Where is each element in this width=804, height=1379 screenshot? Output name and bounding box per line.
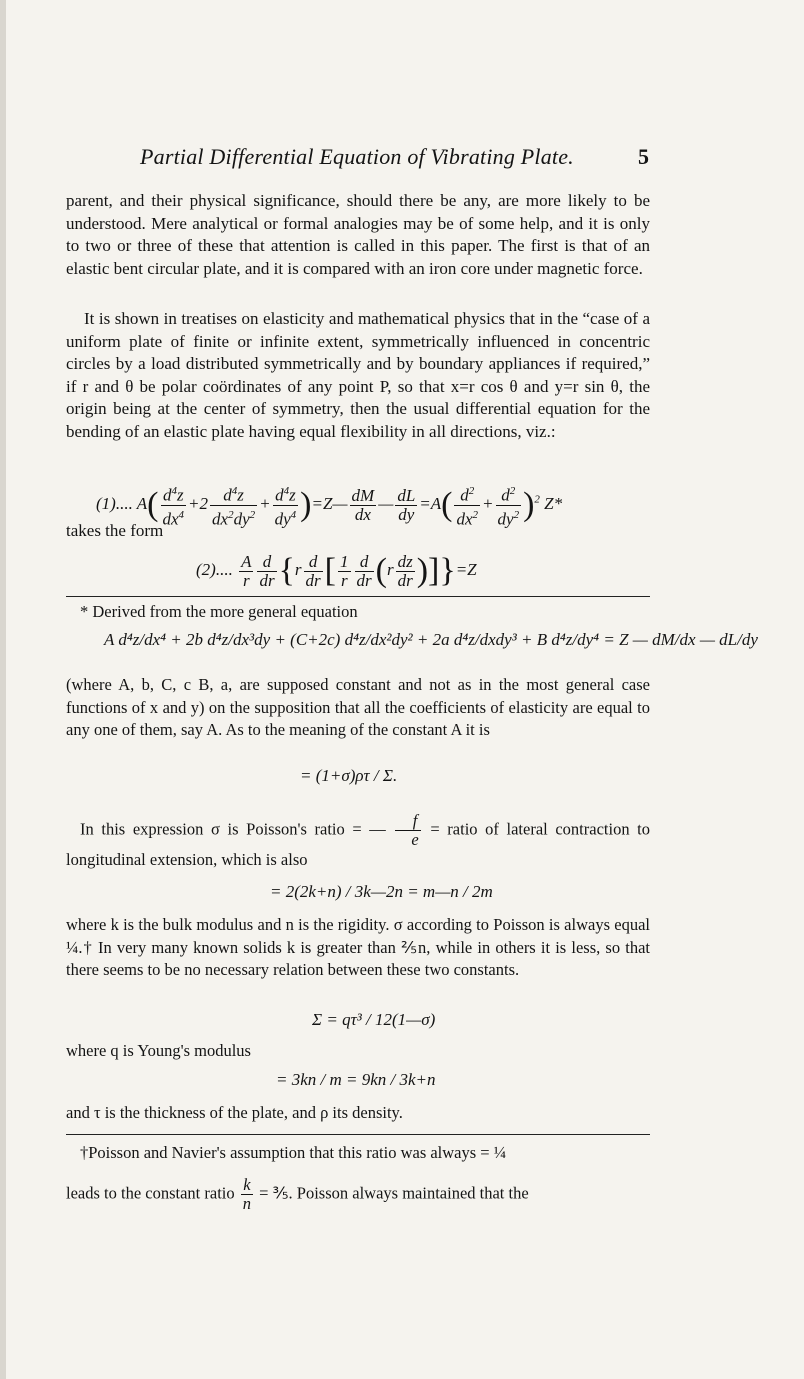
equation-1-rhs: =Z— — [311, 494, 348, 514]
poisson-frac-den: e — [411, 830, 419, 849]
equation-2: (2).... $\frac{A}{r}$ $\frac{d}{dr}$ {r $\frac{d}{dr}$ [ $\frac{1}{r}$ $\frac{d}{dr}$ (r $\frac{dz}{dr}$ )]}=Z — [196, 551, 477, 590]
equation-1-tail: Z* — [544, 494, 563, 514]
general-equation: A d⁴z/dx⁴ + 2b d⁴z/dx³dy + (C+2c) d⁴z/dx²dy² + 2a d⁴z/dxdy³ + B d⁴z/dy⁴ = Z — dM/dx — dL/dy — [104, 630, 758, 649]
tau-text: and τ is the thickness of the plate, and ρ its density. — [66, 1103, 403, 1122]
running-title: Partial Differential Equation of Vibrating Plate. — [140, 144, 574, 169]
second-footnote-divider — [66, 1134, 650, 1135]
dagger-ratio-den: n — [242, 1194, 251, 1213]
dagger-line2-b: = ⅗. Poisson always maintained that the — [259, 1183, 529, 1203]
sigma-equation: Σ = qτ³ / 12(1—σ) — [312, 1010, 436, 1029]
equation-2-label: (2).... — [196, 559, 233, 579]
where-k-text: where k is the bulk modulus and n is the rigidity. σ according to Poisson is always equal ¼.† In very many known solids k is greater than ⅖n, while in others it is less, so that there seems to be no necessary relation between these two constants. — [66, 915, 650, 979]
body-paragraph-2: It is shown in treatises on elasticity and mathematical physics that in the “case of a uniform plate of finite or infinite extent, symmetrically influenced in concentric circles by a load distributed symmetrically and by boundary appliances if required,” if r and θ be polar coördinates of any point P, so that x=r cos θ and y=r sin θ, the origin being at the center of symmetry, then the usual differential equation for the bending of an elastic plate having equal flexibility in all directions, viz.: — [66, 309, 650, 441]
dagger-footnote-line-1: †Poisson and Navier's assumption that this ratio was always = ¼ — [80, 1143, 507, 1162]
equation-1-lhs: A — [136, 494, 148, 514]
ratio-equation: = 2(2k+n) / 3k—2n = m—n / 2m — [270, 882, 493, 901]
footnote-intro: * Derived from the more general equation — [80, 602, 358, 621]
dagger-line2-a: leads to the constant ratio — [66, 1183, 235, 1203]
footnote-divider — [66, 596, 650, 597]
equation-1: (1).... A( $\frac{d^4z}{dx^4}$ +2 $\frac{d^4z}{dx^2dy^2}$ + $\frac{d^4z}{dy^4}$ )=Z— $\frac{dM}{dx}$ — $\frac{dL}{dy}$ =A( $\frac{d^2}{dx^2}$ + $\frac{d^2}{dy^2}$ )$^2$ Z* — [96, 482, 562, 528]
page-edge — [0, 0, 6, 1379]
equation-1-label: (1).... — [96, 494, 133, 514]
dagger-footnote-line-2 — [66, 1176, 650, 1213]
poisson-frac-num: f — [395, 812, 420, 831]
footnote-where-text: (where A, b, C, c B, a, are supposed constant and not as in the most general case functions of x and y) on the supposition that all the coefficients of elasticity are equal to any one of them, say A. As to the meaning of the constant A it is — [66, 675, 650, 739]
takes-the-form: takes the form — [66, 521, 164, 540]
equation-2-tail: =Z — [455, 559, 477, 579]
page-number: 5 — [638, 144, 649, 169]
poisson-ratio-text — [66, 812, 650, 872]
young-modulus-text: where q is Young's modulus — [66, 1041, 251, 1060]
young-equation: = 3kn / m = 9kn / 3k+n — [276, 1070, 436, 1089]
poisson-text-a: In this expression σ is Poisson's ratio = — — [80, 819, 386, 839]
poisson-text-b: = ratio of lateral contraction to longitudinal extension, which is also — [66, 819, 651, 869]
A-value-equation: = (1+σ)ρτ / Σ. — [300, 766, 398, 785]
dagger-ratio-num: k — [241, 1176, 253, 1195]
body-paragraph-1: parent, and their physical significance, should there be any, are more likely to be understood. Mere analytical or formal analogies may be of some help, and it is only to two or three of these that attention is called in this paper. The first is that of an elastic bent circular plate, and it is compared with an iron core under magnetic force. — [66, 191, 650, 278]
